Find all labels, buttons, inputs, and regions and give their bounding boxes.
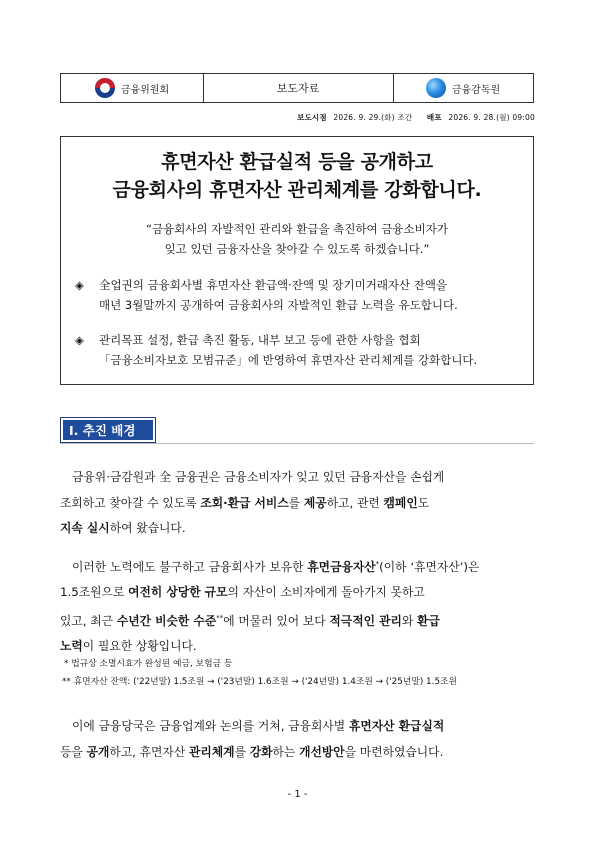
bullet-2-line-1: 관리목표 설정, 환급 촉진 활동, 내부 보고 등에 관한 사항을 협회 [99,333,421,347]
footnote-1: * 법규상 소멸시효가 완성된 예금, 보험금 등 [64,659,233,669]
para2-line-1: 이러한 노력에도 불구하고 금융회사가 보유한 휴면금융자산*(이하 ‘휴면자산’)은 [72,559,480,574]
distribution-label: 배포 [426,113,442,122]
diamond-bullet-icon: ◈ [75,333,84,347]
header-right [393,74,533,102]
summary-box [60,136,534,385]
bullet-1-line-2: 매년 3월말까지 공개하여 금융회사의 자발적인 환급 노력을 유도합니다. [99,298,458,312]
embargo-value: 2026. 9. 29.(화) 조간 [333,113,413,122]
summary-bullet [75,275,527,317]
summary-bullet [75,330,527,372]
para1-line-3: 지속 실시하여 왔습니다. [60,521,186,535]
title-line-2: 금융회사의 휴면자산 관리체계를 강화합니다. [112,179,482,201]
para1-line-2: 조회하고 찾아갈 수 있도록 조회·환급 서비스를 제공하고, 관련 캠페인도 [60,495,430,510]
quote-line-1: “금융회사의 자발적인 관리와 환급을 촉진하여 금융소비자가 [146,222,448,236]
title-line-1: 휴면자산 환급실적 등을 공개하고 [161,151,433,173]
fss-logo-icon [426,78,446,98]
bullet-1-line-1: 全업권의 금융회사별 휴면자산 환급액·잔액 및 장기미거래자산 잔액을 [99,278,448,292]
embargo-label: 보도시점 [297,113,327,122]
header-center [203,74,394,102]
para3-line-1: 이에 금융당국은 금융업계와 논의를 거쳐, 금융회사별 휴면자산 환급실적 [72,719,445,733]
para3-line-2: 등을 공개하고, 휴면자산 관리체계를 강화하는 개선방안을 마련하였습니다. [60,744,444,759]
bullet-2-line-2: 「금융소비자보호 모범규준」에 반영하여 휴면자산 관리체계를 강화합니다. [99,353,478,367]
left-org-name: 금융위원회 [120,84,170,96]
section-header [60,417,156,443]
quote [61,219,533,259]
header-left [61,74,204,102]
para1-line-1: 금융위·금감원과 全 금융권은 금융소비자가 잊고 있던 금융자산을 손쉽게 [72,470,445,484]
diamond-bullet-icon: ◈ [75,278,84,292]
footnotes [62,655,540,691]
header-box [60,73,534,103]
paragraph-background-1 [60,465,540,542]
paragraph-background-2 [60,552,540,660]
doc-type: 보도자료 [276,82,320,95]
para2-line-2: 1.5조원으로 여전히 상당한 규모의 자산이 소비자에게 돌아가지 못하고 [60,585,425,600]
quote-line-2: 잊고 있던 금융자산을 찾아갈 수 있도록 하겠습니다.” [164,242,430,256]
para2-line-3: 있고, 최근 수년간 비슷한 수준**에 머물러 있어 보다 적극적인 관리와 환급 [60,613,440,628]
para2-line-4: 노력이 필요한 상황입니다. [60,639,197,654]
page-number: - 1 - [287,789,308,800]
right-org-name: 금융감독원 [451,84,501,96]
section-title: Ⅰ. 추진 배경 [63,420,153,440]
paragraph-background-3 [60,714,540,765]
release-info [297,112,535,123]
footnote-2: ** 휴면자산 잔액: ('22년말) 1.5조원 → ('23년말) 1.6조원 → ('24년말) 1.4조원 → ('25년말) 1.5조원 [62,677,458,687]
distribution-value: 2026. 9. 28.(월) 09:00 [448,113,535,122]
fsc-logo-icon [95,78,115,98]
section-divider [60,443,534,444]
